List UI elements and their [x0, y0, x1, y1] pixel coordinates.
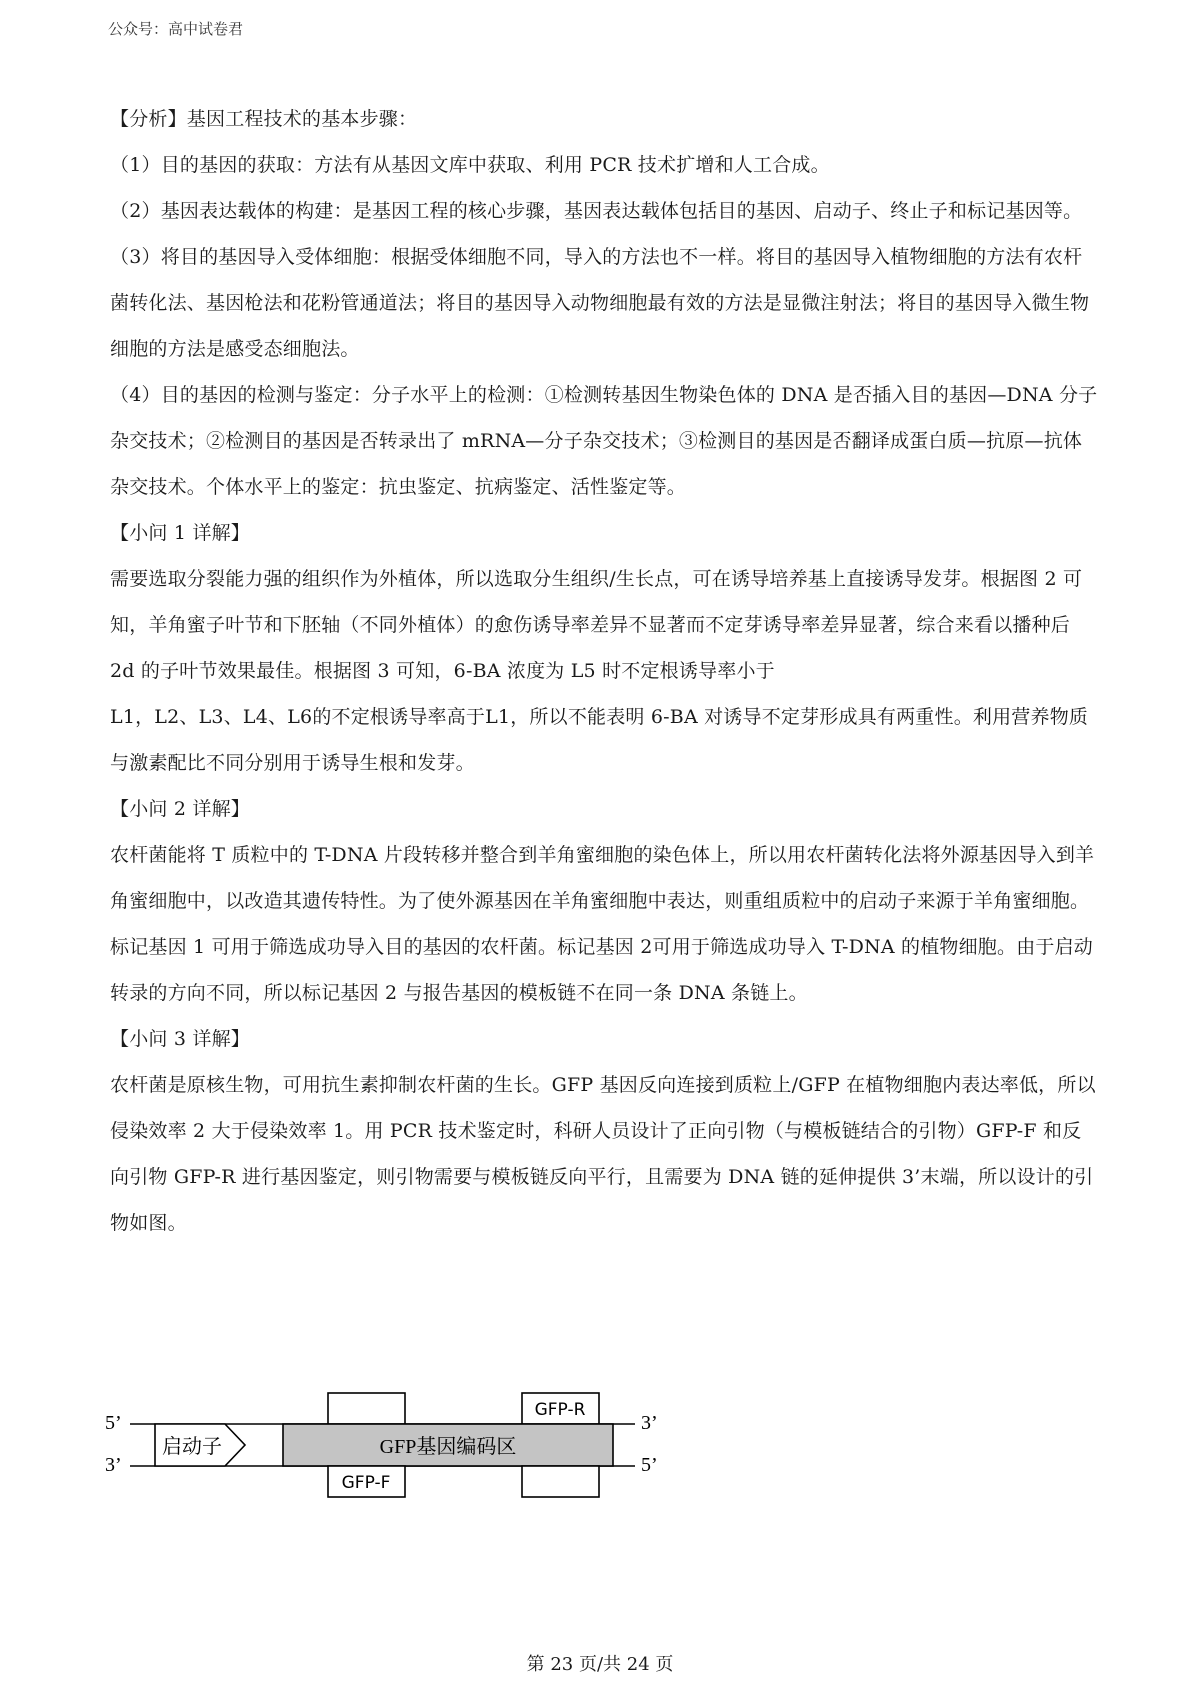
step-4-paragraph: （4）目的基因的检测与鉴定：分子水平上的检测：①检测转基因生物染色体的 DNA 是否插入目的基因—DNA 分子杂交技术；②检测目的基因是否转录出了 mRNA—分子杂交技术；③检测目的基因是否翻译成蛋白质—抗原—抗体杂交技术。个体水平上的鉴定：抗虫鉴定、抗病鉴定、活性鉴定等。: [110, 384, 1098, 498]
step-2-paragraph: （2）基因表达载体的构建：是基因工程的核心步骤，基因表达载体包括目的基因、启动子、终止子和标记基因等。: [110, 200, 1083, 222]
step-1-paragraph: （1）目的基因的获取：方法有从基因文库中获取、利用 PCR 技术扩增和人工合成。: [110, 154, 830, 176]
left-top-end-label: 5’: [105, 1412, 122, 1434]
primer-f-bottom-box-empty: [522, 1466, 599, 1497]
right-top-end-label: 3’: [641, 1412, 658, 1434]
analysis-heading: 【分析】基因工程技术的基本步骤：: [110, 108, 418, 130]
promoter-label: 启动子: [162, 1436, 222, 1458]
page-header: 公众号：高中试卷君: [108, 20, 244, 38]
step-3-paragraph: （3）将目的基因导入受体细胞：根据受体细胞不同，导入的方法也不一样。将目的基因导入植物细胞的方法有农杆菌转化法、基因枪法和花粉管通道法；将目的基因导入动物细胞最有效的方法是显微注射法；将目的基因导入微生物细胞的方法是感受态细胞法。: [110, 246, 1090, 360]
question-3-heading: 【小问 3 详解】: [110, 1028, 250, 1050]
right-bottom-end-label: 5’: [641, 1454, 658, 1476]
coding-region-label: GFP基因编码区: [379, 1436, 517, 1458]
question-2-heading: 【小问 2 详解】: [110, 798, 250, 820]
primer-r-label: GFP-R: [534, 1400, 586, 1420]
primer-diagram: [105, 1388, 705, 1518]
question-1-body-continued: L1，L2、L3、L4、L6的不定根诱导率高于L1，所以不能表明 6-BA 对诱导不定芽形成具有两重性。利用营养物质与激素配比不同分别用于诱导生根和发芽。: [110, 706, 1089, 774]
primer-f-label: GFP-F: [341, 1473, 391, 1493]
question-1-heading: 【小问 1 详解】: [110, 522, 250, 544]
question-2-body: 农杆菌能将 T 质粒中的 T-DNA 片段转移并整合到羊角蜜细胞的染色体上，所以用农杆菌转化法将外源基因导入到羊角蜜细胞中，以改造其遗传特性。为了使外源基因在羊角蜜细胞中表达，则重组质粒中的启动子来源于羊角蜜细胞。标记基因 1 可用于筛选成功导入目的基因的农杆菌。标记基因 2可用于筛选成功导入 T-DNA 的植物细胞。由于启动转录的方向不同，所以标记基因 2 与报告基因的模板链不在同一条 DNA 条链上。: [110, 844, 1095, 1004]
primer-r-top-box-empty: [328, 1393, 405, 1424]
answer-content: [110, 96, 1100, 1246]
question-1-body: 需要选取分裂能力强的组织作为外植体，所以选取分生组织/生长点，可在诱导培养基上直接诱导发芽。根据图 2 可知，羊角蜜子叶节和下胚轴（不同外植体）的愈伤诱导率差异不显著而不定芽诱导率差异显著，综合来看以播种后 2d 的子叶节效果最佳。根据图 3 可知，6-BA 浓度为 L5 时不定根诱导率小于: [110, 568, 1083, 682]
question-3-body: 农杆菌是原核生物，可用抗生素抑制农杆菌的生长。GFP 基因反向连接到质粒上/GFP 在植物细胞内表达率低，所以侵染效率 2 大于侵染效率 1。用 PCR 技术鉴定时，科研人员设计了正向引物（与模板链结合的引物）GFP-F 和反向引物 GFP-R 进行基因鉴定，则引物需要与模板链反向平行，且需要为 DNA 链的延伸提供 3’末端，所以设计的引物如图。: [110, 1074, 1096, 1234]
page-footer: 第 23 页/共 24 页: [526, 1654, 674, 1675]
left-bottom-end-label: 3’: [105, 1454, 122, 1476]
